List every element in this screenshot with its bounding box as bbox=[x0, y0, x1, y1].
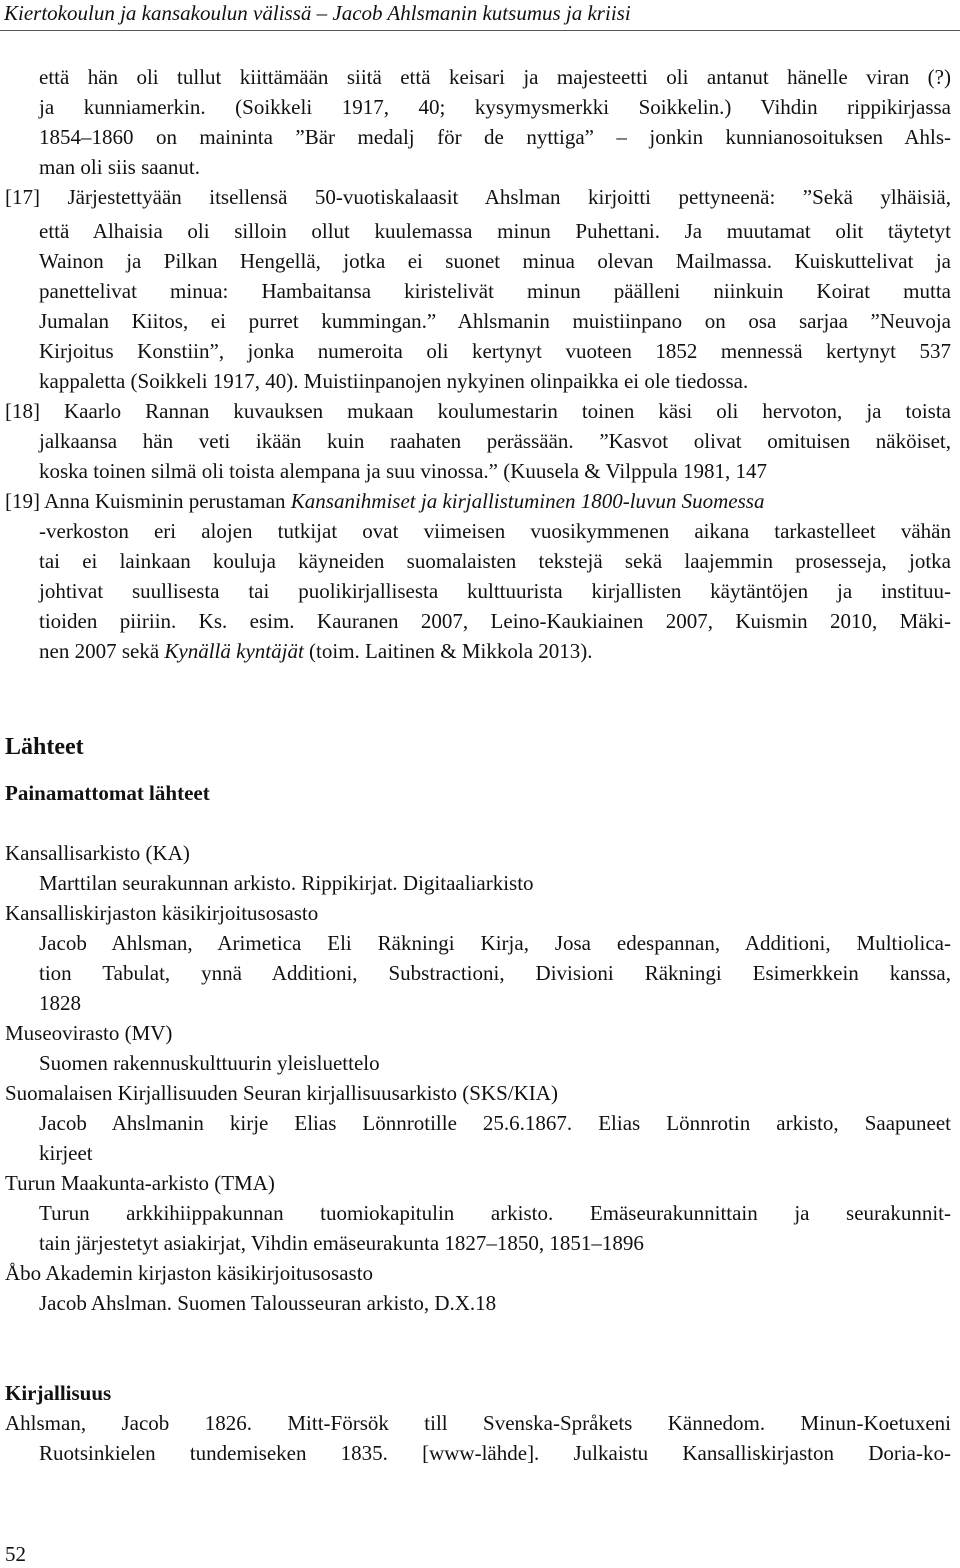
note-18-line: jalkaansa hän veti ikään kuin raahaten perässään. ”Kasvot olivat omituisen näköiset, bbox=[39, 429, 951, 453]
literature-entry-line: Ruotsinkielen tundemiseken 1835. [www-lähde]. Julkaistu Kansalliskirjaston Doria-ko- bbox=[39, 1441, 951, 1465]
page-number: 52 bbox=[5, 1542, 26, 1566]
note-19-text: (toim. Laitinen & Mikkola 2013). bbox=[303, 639, 593, 663]
archive-entry: Suomen rakennuskulttuurin yleisluettelo bbox=[39, 1051, 380, 1075]
note-16-line: että hän oli tullut kiittämään siitä että keisari ja majesteetti oli antanut hänelle viran (?) bbox=[39, 65, 951, 89]
running-header bbox=[0, 0, 960, 31]
archive-entry: kirjeet bbox=[39, 1141, 93, 1165]
note-19-italic-title: Kansanihmiset ja kirjallistuminen 1800-luvun Suomessa bbox=[290, 489, 765, 513]
note-16-line: 1854–1860 on maininta ”Bär medalj för de nyttiga” – jonkin kunnianosoituksen Ahls- bbox=[39, 125, 951, 149]
note-18-line: koska toinen silmä oli toista alempana ja suu vinossa.” (Kuusela & Vilppula 1981, 147 bbox=[39, 459, 767, 483]
note-17-line: Kirjoitus Konstiin”, jonka numeroita oli kertynyt vuoteen 1852 mennessä kertynyt 537 bbox=[39, 339, 951, 363]
note-16-line: ja kunniamerkin. (Soikkeli 1917, 40; kysymysmerkki Soikkelin.) Vihdin rippikirjassa bbox=[39, 95, 951, 119]
archive-entry: tion Tabulat, ynnä Additioni, Substractioni, Divisioni Räkningi Esimerkkein kanssa, bbox=[39, 961, 951, 985]
archive-entry: Jacob Ahlsman, Arimetica Eli Räkningi Kirja, Josa edespannan, Additioni, Multiolica- bbox=[39, 931, 951, 955]
note-17-line: Wainon ja Pilkan Hengellä, jotka ei suonet minua olevan Mailmassa. Kuiskuttelivat ja bbox=[39, 249, 951, 273]
note-17-line: että Alhaisia oli silloin ollut kuulemassa minun Puhettani. Ja muutamat olit täytetyt bbox=[39, 219, 951, 243]
note-19-line bbox=[39, 636, 593, 666]
note-17-line: kappaletta (Soikkeli 1917, 40). Muistiinpanojen nykyinen olinpaikka ei ole tiedossa. bbox=[39, 369, 749, 393]
archive-name: Kansalliskirjaston käsikirjoitusosasto bbox=[5, 901, 319, 925]
archive-entry: Turun arkkihiippakunnan tuomiokapitulin arkisto. Emäseurakunnittain ja seurakunnit- bbox=[39, 1201, 951, 1225]
unprinted-sources-heading: Painamattomat lähteet bbox=[5, 781, 210, 805]
archive-entry: Marttilan seurakunnan arkisto. Rippikirjat. Digitaaliarkisto bbox=[39, 871, 534, 895]
archive-entry: tain järjestetyt asiakirjat, Vihdin emäseurakunta 1827–1850, 1851–1896 bbox=[39, 1231, 644, 1255]
archive-name: Turun Maakunta-arkisto (TMA) bbox=[5, 1171, 275, 1195]
note-17-line: panettelivat minua: Hambaitansa kiristelivät minun päälleni niinkuin Koirat mutta bbox=[39, 279, 951, 303]
archive-entry: Jacob Ahslmanin kirje Elias Lönnrotille 25.6.1867. Elias Lönnrotin arkisto, Saapuneet bbox=[39, 1111, 951, 1135]
archive-name: Åbo Akademin kirjaston käsikirjoitusosasto bbox=[5, 1261, 374, 1285]
note-19-line: -verkoston eri alojen tutkijat ovat viimeisen vuosikymmenen aikana tarkastelleet vähän bbox=[39, 519, 951, 543]
archive-entry: 1828 bbox=[39, 991, 81, 1015]
note-19-line bbox=[5, 486, 764, 516]
archive-entry: Jacob Ahslman. Suomen Talousseuran arkisto, D.X.18 bbox=[39, 1291, 497, 1315]
note-19-line: johtivat suullisesta tai puolikirjallisesta kulttuurista kirjallisten käytäntöjen ja instituu- bbox=[39, 579, 951, 603]
note-19-line: tioiden piiriin. Ks. esim. Kauranen 2007, Leino-Kaukiainen 2007, Kuismin 2010, Mäki- bbox=[39, 609, 951, 633]
literature-heading: Kirjallisuus bbox=[5, 1381, 112, 1405]
note-19-text: nen 2007 sekä bbox=[39, 639, 165, 663]
sources-heading: Lähteet bbox=[5, 734, 84, 760]
note-16-line: man oli siis saanut. bbox=[39, 155, 200, 179]
archive-name: Kansallisarkisto (KA) bbox=[5, 841, 190, 865]
note-17-line: Jumalan Kiitos, ei purret kummingan.” Ahlsmanin muistiinpano on osa sarjaa ”Neuvoja bbox=[39, 309, 951, 333]
archive-name: Museovirasto (MV) bbox=[5, 1021, 173, 1045]
note-19-text: [19] Anna Kuisminin perustaman bbox=[5, 489, 291, 513]
note-19-line: tai ei lainkaan kouluja käyneiden suomalaisten tekstejä sekä laajemmin prosesseja, jotka bbox=[39, 549, 951, 573]
literature-entry-line: Ahlsman, Jacob 1826. Mitt-Försök till Svenska-Språkets Kännedom. Minun-Koetuxeni bbox=[5, 1411, 951, 1435]
note-19-italic-title: Kynällä kyntäjät bbox=[164, 639, 304, 663]
note-17-line: [17] Järjestettyään itsellensä 50-vuotiskalaasit Ahslman kirjoitti pettyneenä: ”Sekä ylhäisiä, bbox=[5, 185, 951, 209]
archive-name: Suomalaisen Kirjallisuuden Seuran kirjallisuusarkisto (SKS/KIA) bbox=[5, 1081, 558, 1105]
running-title: Kiertokoulun ja kansakoulun välissä – Jacob Ahlsmanin kutsumus ja kriisi bbox=[4, 1, 631, 25]
note-18-line: [18] Kaarlo Rannan kuvauksen mukaan koulumestarin toinen käsi oli hervoton, ja toista bbox=[5, 399, 951, 423]
